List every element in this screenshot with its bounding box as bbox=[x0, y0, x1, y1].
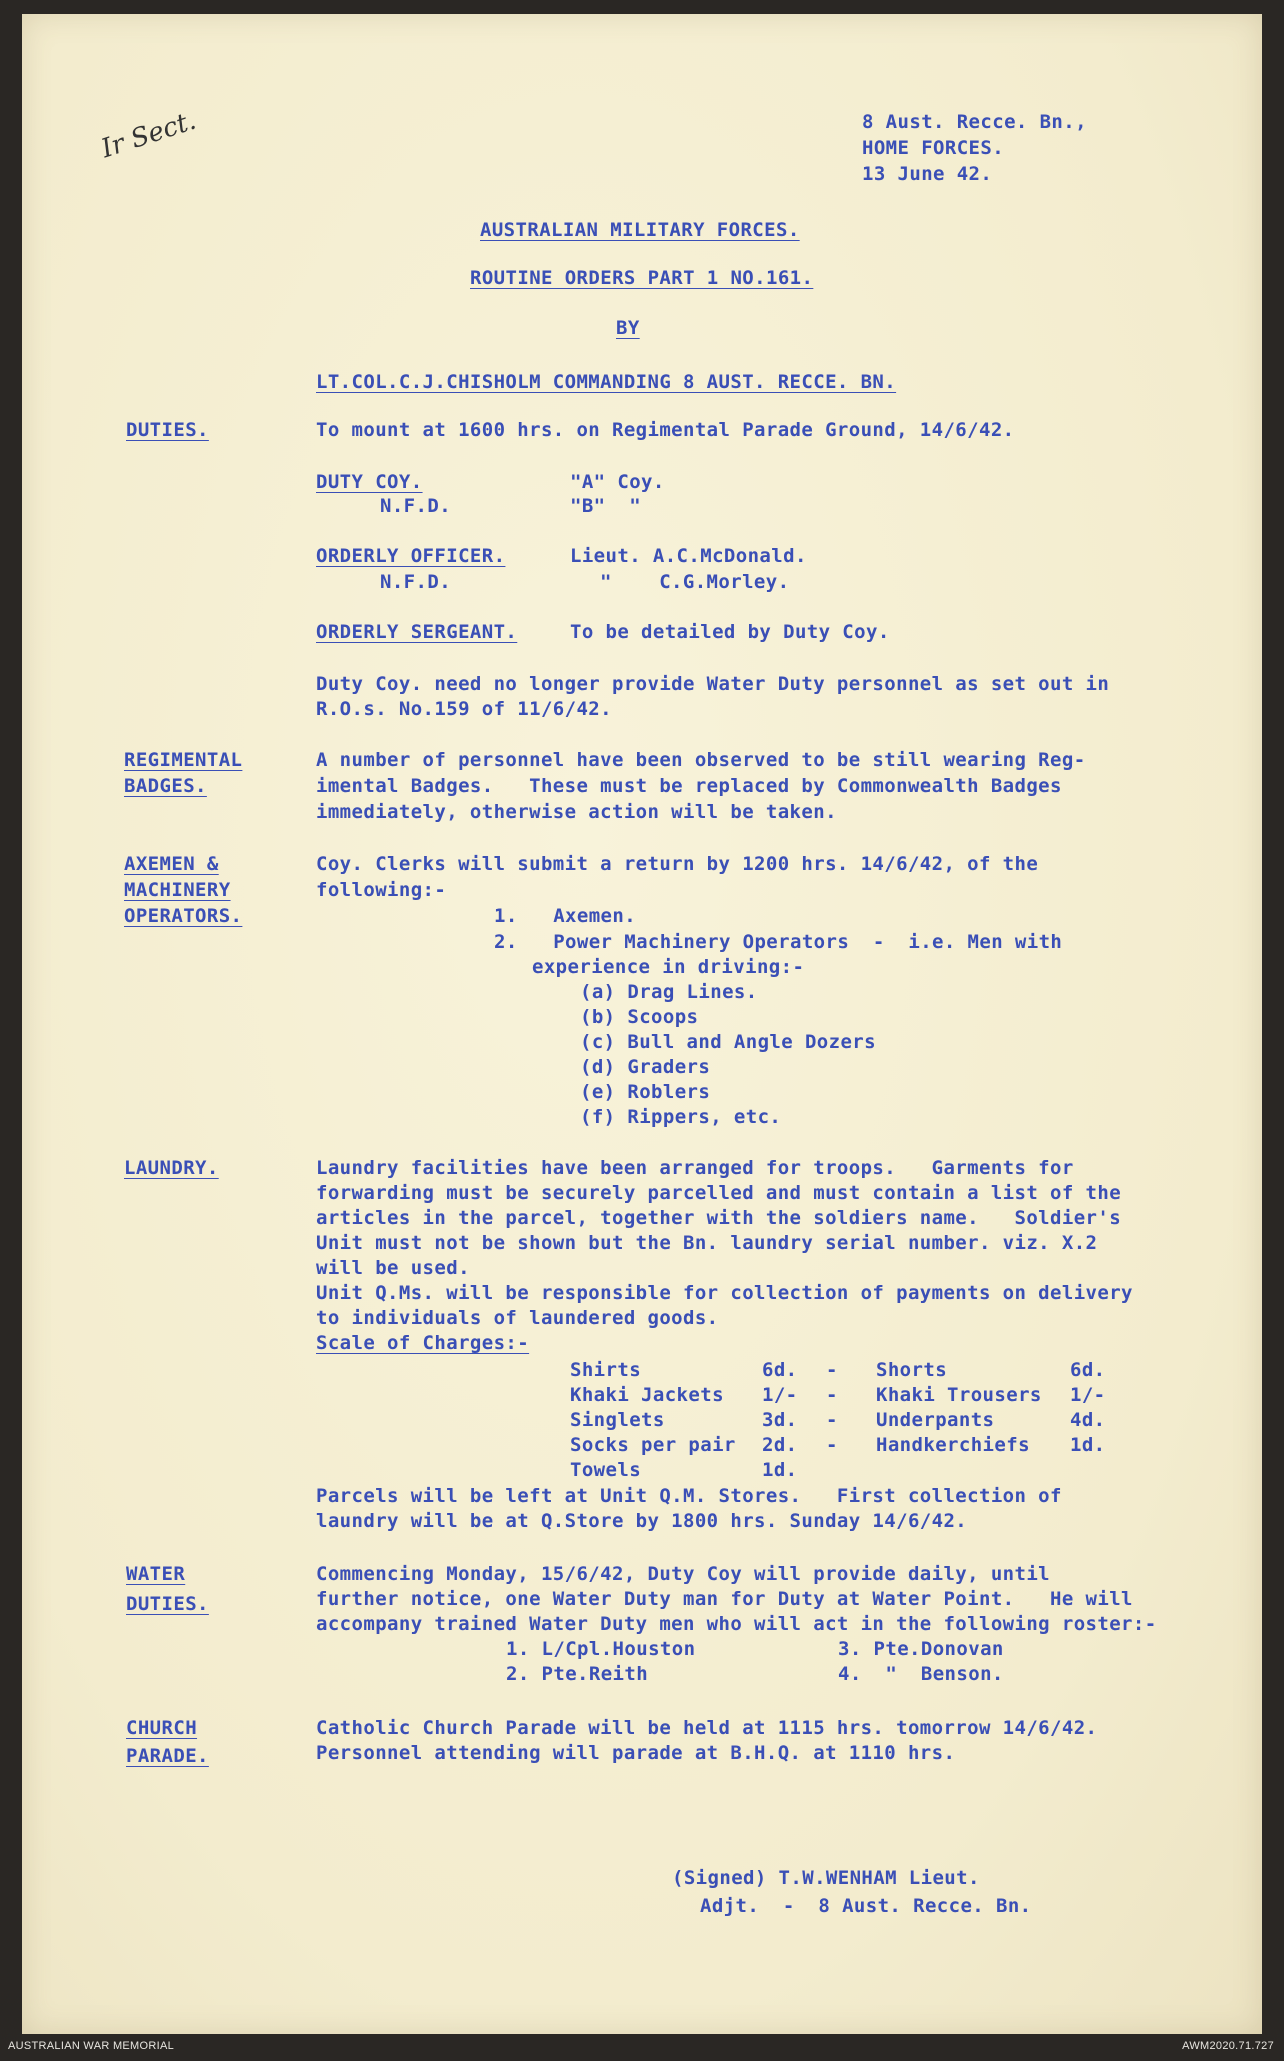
axemen-sub-item: (b) Scoops bbox=[580, 1006, 699, 1028]
commander-line: LT.COL.C.J.CHISHOLM COMMANDING 8 AUST. RECCE. BN. bbox=[316, 371, 897, 393]
duty-coy-value: "A" Coy. bbox=[570, 471, 665, 493]
scale-of-charges-label: Scale of Charges:- bbox=[316, 1332, 530, 1354]
axemen-heading-3: OPERATORS. bbox=[124, 905, 243, 927]
water-heading-1: WATER bbox=[126, 1563, 186, 1585]
duties-mount: To mount at 1600 hrs. on Regimental Parade Ground, 14/6/42. bbox=[316, 419, 1015, 441]
church-heading-1: CHURCH bbox=[126, 1717, 198, 1739]
handwritten-annotation: Ir Sect. bbox=[97, 105, 200, 165]
axemen-line-2: following:- bbox=[316, 879, 447, 901]
axemen-item-2b: experience in driving:- bbox=[532, 956, 805, 978]
axemen-sub-item: (f) Rippers, etc. bbox=[580, 1106, 782, 1128]
orderly-sergeant-label: ORDERLY SERGEANT. bbox=[316, 621, 518, 643]
laundry-line-7: to individuals of laundered goods. bbox=[316, 1307, 719, 1329]
axemen-sub-item: (a) Drag Lines. bbox=[580, 981, 758, 1003]
orderly-sergeant-value: To be detailed by Duty Coy. bbox=[570, 621, 890, 643]
duties-note-1: Duty Coy. need no longer provide Water Duty personnel as set out in bbox=[316, 673, 1110, 695]
laundry-line-9: laundry will be at Q.Store by 1800 hrs. Sunday 14/6/42. bbox=[316, 1510, 968, 1532]
axemen-sub-item: (e) Roblers bbox=[580, 1081, 711, 1103]
charge-price: 3d. bbox=[762, 1409, 798, 1431]
water-line-3: accompany trained Water Duty men who will act in the following roster:- bbox=[316, 1613, 1157, 1635]
axemen-sub-item: (d) Graders bbox=[580, 1056, 711, 1078]
charge-price: 1d. bbox=[762, 1459, 798, 1481]
footer-accession-number: AWM2020.71.727 bbox=[1182, 2040, 1274, 2052]
charge-price: 1/- bbox=[762, 1384, 798, 1406]
unit-name: 8 Aust. Recce. Bn., bbox=[862, 111, 1087, 133]
orders-title: ROUTINE ORDERS PART 1 NO.161. bbox=[470, 267, 814, 289]
location: HOME FORCES. bbox=[862, 137, 1005, 159]
charge-separator: - bbox=[826, 1434, 838, 1456]
charge-item: Khaki Jackets bbox=[570, 1384, 724, 1406]
nfd-officer-label: N.F.D. bbox=[380, 571, 452, 593]
charge-item: Singlets bbox=[570, 1409, 665, 1431]
axemen-heading-2: MACHINERY bbox=[124, 879, 231, 901]
laundry-line-5: will be used. bbox=[316, 1257, 470, 1279]
nfd-label: N.F.D. bbox=[380, 495, 452, 517]
duties-heading: DUTIES. bbox=[126, 419, 209, 441]
axemen-item-1: 1. Axemen. bbox=[494, 905, 637, 927]
charge-item: Handkerchiefs bbox=[876, 1434, 1030, 1456]
church-line-2: Personnel attending will parade at B.H.Q. at 1110 hrs. bbox=[316, 1742, 956, 1764]
badges-heading-1: REGIMENTAL bbox=[124, 749, 243, 771]
duties-note-2: R.O.s. No.159 of 11/6/42. bbox=[316, 698, 612, 720]
charge-price: 1/- bbox=[1070, 1384, 1106, 1406]
axemen-item-2: 2. Power Machinery Operators - i.e. Men with bbox=[494, 931, 1063, 953]
laundry-line-8: Parcels will be left at Unit Q.M. Stores. First collection of bbox=[316, 1485, 1062, 1507]
axemen-sub-item: (c) Bull and Angle Dozers bbox=[580, 1031, 876, 1053]
church-line-1: Catholic Church Parade will be held at 1115 hrs. tomorrow 14/6/42. bbox=[316, 1717, 1098, 1739]
date: 13 June 42. bbox=[862, 163, 993, 185]
footer-credit: AUSTRALIAN WAR MEMORIAL bbox=[8, 2040, 175, 2052]
charge-item: Socks per pair bbox=[570, 1434, 736, 1456]
badges-line-1: A number of personnel have been observed to be still wearing Reg- bbox=[316, 749, 1086, 771]
by-line: BY bbox=[616, 317, 640, 339]
signature-line-1: (Signed) T.W.WENHAM Lieut. bbox=[672, 1867, 980, 1889]
badges-heading-2: BADGES. bbox=[124, 775, 207, 797]
nfd-coy-value: "B" " bbox=[570, 495, 642, 517]
laundry-heading: LAUNDRY. bbox=[124, 1157, 219, 1179]
nfd-officer-value: " C.G.Morley. bbox=[600, 571, 790, 593]
charge-item: Shorts bbox=[876, 1359, 948, 1381]
charge-price: 1d. bbox=[1070, 1434, 1106, 1456]
charge-price: 2d. bbox=[762, 1434, 798, 1456]
axemen-heading-1: AXEMEN & bbox=[124, 853, 219, 875]
charge-item: Underpants bbox=[876, 1409, 995, 1431]
duty-coy-label: DUTY COY. bbox=[316, 471, 423, 493]
water-line-2: further notice, one Water Duty man for Duty at Water Point. He will bbox=[316, 1588, 1133, 1610]
laundry-line-2: forwarding must be securely parcelled and must contain a list of the bbox=[316, 1182, 1122, 1204]
charge-separator: - bbox=[826, 1359, 838, 1381]
roster-entry: 4. " Benson. bbox=[838, 1663, 1004, 1685]
laundry-line-6: Unit Q.Ms. will be responsible for collection of payments on delivery bbox=[316, 1282, 1133, 1304]
roster-entry: 3. Pte.Donovan bbox=[838, 1638, 1004, 1660]
charge-item: Khaki Trousers bbox=[876, 1384, 1042, 1406]
axemen-line-1: Coy. Clerks will submit a return by 1200 hrs. 14/6/42, of the bbox=[316, 853, 1039, 875]
water-line-1: Commencing Monday, 15/6/42, Duty Coy will provide daily, until bbox=[316, 1563, 1051, 1585]
charge-separator: - bbox=[826, 1409, 838, 1431]
water-heading-2: DUTIES. bbox=[126, 1593, 209, 1615]
laundry-line-3: articles in the parcel, together with the soldiers name. Soldier's bbox=[316, 1207, 1122, 1229]
badges-line-3: immediately, otherwise action will be taken. bbox=[316, 801, 837, 823]
orderly-officer-label: ORDERLY OFFICER. bbox=[316, 545, 506, 567]
charge-price: 4d. bbox=[1070, 1409, 1106, 1431]
roster-entry: 2. Pte.Reith bbox=[506, 1663, 649, 1685]
charge-separator: - bbox=[826, 1384, 838, 1406]
church-heading-2: PARADE. bbox=[126, 1745, 209, 1767]
laundry-line-4: Unit must not be shown but the Bn. laundry serial number. viz. X.2 bbox=[316, 1232, 1098, 1254]
charge-item: Towels bbox=[570, 1459, 642, 1481]
laundry-line-1: Laundry facilities have been arranged for troops. Garments for bbox=[316, 1157, 1074, 1179]
signature-line-2: Adjt. - 8 Aust. Recce. Bn. bbox=[700, 1895, 1032, 1917]
orderly-officer-value: Lieut. A.C.McDonald. bbox=[570, 545, 807, 567]
force-title: AUSTRALIAN MILITARY FORCES. bbox=[480, 219, 800, 241]
charge-price: 6d. bbox=[762, 1359, 798, 1381]
badges-line-2: imental Badges. These must be replaced by Commonwealth Badges bbox=[316, 775, 1062, 797]
charge-item: Shirts bbox=[570, 1359, 642, 1381]
charge-price: 6d. bbox=[1070, 1359, 1106, 1381]
roster-entry: 1. L/Cpl.Houston bbox=[506, 1638, 696, 1660]
